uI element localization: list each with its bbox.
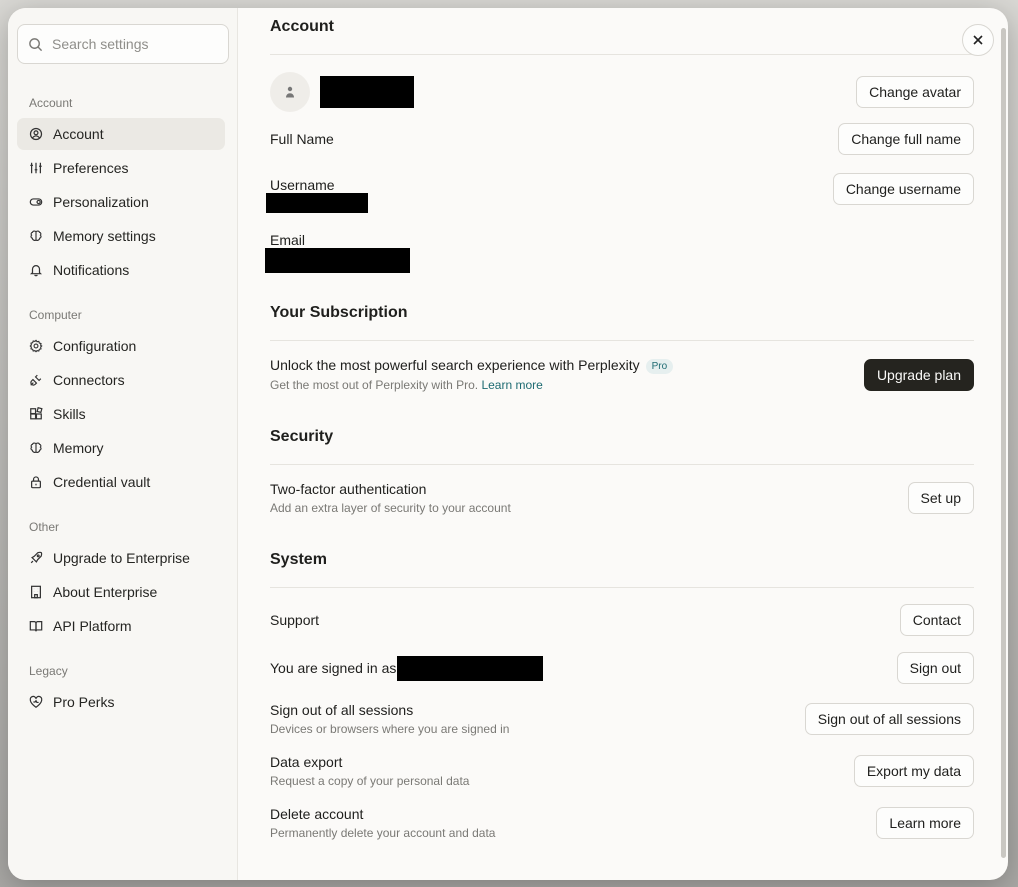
sliders-icon — [29, 161, 43, 175]
section-title: Account — [270, 18, 334, 35]
sidebar-item-label: Personalization — [53, 194, 149, 210]
signed-in-label: You are signed in as — [270, 660, 397, 676]
close-icon — [972, 34, 984, 46]
sidebar-item-label: API Platform — [53, 618, 132, 634]
book-icon — [29, 619, 43, 633]
redacted-email — [265, 248, 410, 273]
search-box[interactable] — [17, 24, 229, 64]
sidebar-item-label: Configuration — [53, 338, 137, 354]
nav-group-account — [17, 94, 229, 286]
brain-icon — [29, 441, 43, 455]
upgrade-row — [270, 357, 974, 392]
sidebar-item-label: Connectors — [53, 372, 125, 388]
sign-out-all-button[interactable]: Sign out of all sessions — [805, 703, 974, 735]
redacted-account-email — [397, 656, 543, 681]
sidebar-item-notifications[interactable] — [17, 254, 225, 286]
nav-group-computer — [17, 306, 229, 498]
gear-icon — [29, 339, 43, 353]
sidebar-item-personalization[interactable] — [17, 186, 225, 218]
email-label: Email — [270, 232, 306, 248]
email-row — [270, 232, 974, 278]
settings-sidebar — [8, 8, 238, 880]
sidebar-item-api-platform[interactable] — [17, 610, 225, 642]
sidebar-item-preferences[interactable] — [17, 152, 225, 184]
change-avatar-button[interactable]: Change avatar — [856, 76, 974, 108]
close-button[interactable] — [962, 24, 994, 56]
upgrade-headline — [270, 357, 673, 374]
upgrade-plan-button[interactable]: Upgrade plan — [864, 359, 974, 391]
plug-icon — [29, 373, 43, 387]
sidebar-item-label: Preferences — [53, 160, 129, 176]
two-factor-sub: Add an extra layer of security to your account — [270, 501, 511, 515]
lock-icon — [29, 475, 43, 489]
sidebar-item-label: Pro Perks — [53, 694, 115, 710]
change-full-name-button[interactable]: Change full name — [838, 123, 974, 155]
scrollbar[interactable] — [1000, 28, 1006, 858]
sidebar-item-memory[interactable] — [17, 432, 225, 464]
security-section — [270, 426, 974, 515]
sidebar-item-about-enterprise[interactable] — [17, 576, 225, 608]
group-label: Account — [29, 96, 73, 110]
building-icon — [29, 585, 43, 599]
sidebar-item-pro-perks[interactable] — [17, 686, 225, 718]
avatar — [270, 72, 310, 112]
section-title: System — [270, 551, 327, 568]
username-label: Username — [270, 177, 335, 193]
settings-modal — [8, 8, 1008, 880]
group-label: Other — [29, 520, 60, 534]
delete-account-label: Delete account — [270, 806, 364, 822]
sign-out-all-label: Sign out of all sessions — [270, 702, 414, 718]
search-icon — [28, 37, 43, 52]
sidebar-item-label: Notifications — [53, 262, 130, 278]
account-section — [270, 16, 974, 278]
divider — [270, 464, 974, 465]
support-label: Support — [270, 612, 320, 628]
search-input[interactable] — [52, 36, 222, 52]
sidebar-item-memory-settings[interactable] — [17, 220, 225, 252]
sidebar-item-label: Memory — [53, 440, 104, 456]
user-circle-icon — [29, 127, 43, 141]
divider — [270, 54, 974, 55]
sidebar-item-label: Credential vault — [53, 474, 151, 490]
heart-icon — [29, 695, 43, 709]
nav-group-legacy — [17, 662, 229, 718]
export-data-button[interactable]: Export my data — [854, 755, 974, 787]
section-title: Security — [270, 428, 334, 445]
username-row — [270, 173, 974, 218]
sidebar-item-label: Skills — [53, 406, 86, 422]
pro-badge: Pro — [646, 359, 674, 374]
delete-learn-more-button[interactable]: Learn more — [876, 807, 974, 839]
sidebar-item-skills[interactable] — [17, 398, 225, 430]
data-export-sub: Request a copy of your personal data — [270, 774, 470, 788]
data-export-label: Data export — [270, 754, 343, 770]
upgrade-headline-text: Unlock the most powerful search experience with Perplexity — [270, 357, 640, 373]
full-name-row — [270, 123, 974, 155]
sign-out-button[interactable]: Sign out — [897, 652, 974, 684]
settings-main — [238, 8, 1008, 880]
sidebar-item-configuration[interactable] — [17, 330, 225, 362]
sidebar-item-label: Upgrade to Enterprise — [53, 550, 190, 566]
sidebar-item-upgrade-enterprise[interactable] — [17, 542, 225, 574]
sidebar-item-credential-vault[interactable] — [17, 466, 225, 498]
sidebar-item-label: About Enterprise — [53, 584, 158, 600]
full-name-label: Full Name — [270, 131, 334, 147]
redacted-username — [266, 193, 368, 213]
group-label: Computer — [29, 308, 82, 322]
divider — [270, 340, 974, 341]
group-label: Legacy — [29, 664, 68, 678]
setup-2fa-button[interactable]: Set up — [908, 482, 974, 514]
blocks-icon — [29, 407, 43, 421]
nav-group-other — [17, 518, 229, 642]
two-factor-row — [270, 481, 974, 515]
toggle-icon — [29, 195, 43, 209]
two-factor-label: Two-factor authentication — [270, 481, 427, 497]
user-icon — [285, 86, 295, 98]
rocket-icon — [29, 551, 43, 565]
contact-button[interactable]: Contact — [900, 604, 974, 636]
signed-in-row — [270, 652, 974, 684]
subscription-section — [270, 302, 974, 392]
learn-more-link[interactable]: Learn more — [481, 378, 543, 392]
support-row — [270, 604, 974, 636]
bell-icon — [29, 263, 43, 277]
delete-account-row — [270, 806, 974, 840]
sign-out-all-row — [270, 702, 974, 736]
redacted-display-name — [320, 76, 414, 108]
upgrade-sub-text: Get the most out of Perplexity with Pro. — [270, 378, 479, 392]
section-title: Your Subscription — [270, 304, 408, 321]
sidebar-item-label: Memory settings — [53, 228, 156, 244]
sign-out-all-sub: Devices or browsers where you are signed in — [270, 722, 510, 736]
data-export-row — [270, 754, 974, 788]
sidebar-item-account[interactable] — [17, 118, 225, 150]
sidebar-item-label: Account — [53, 126, 104, 142]
upgrade-sub — [270, 378, 673, 392]
system-section — [270, 549, 974, 840]
avatar-row — [270, 71, 974, 113]
divider — [270, 587, 974, 588]
brain-icon — [29, 229, 43, 243]
delete-account-sub: Permanently delete your account and data — [270, 826, 496, 840]
scrollbar-thumb[interactable] — [1001, 28, 1006, 858]
sidebar-item-connectors[interactable] — [17, 364, 225, 396]
change-username-button[interactable]: Change username — [833, 173, 974, 205]
